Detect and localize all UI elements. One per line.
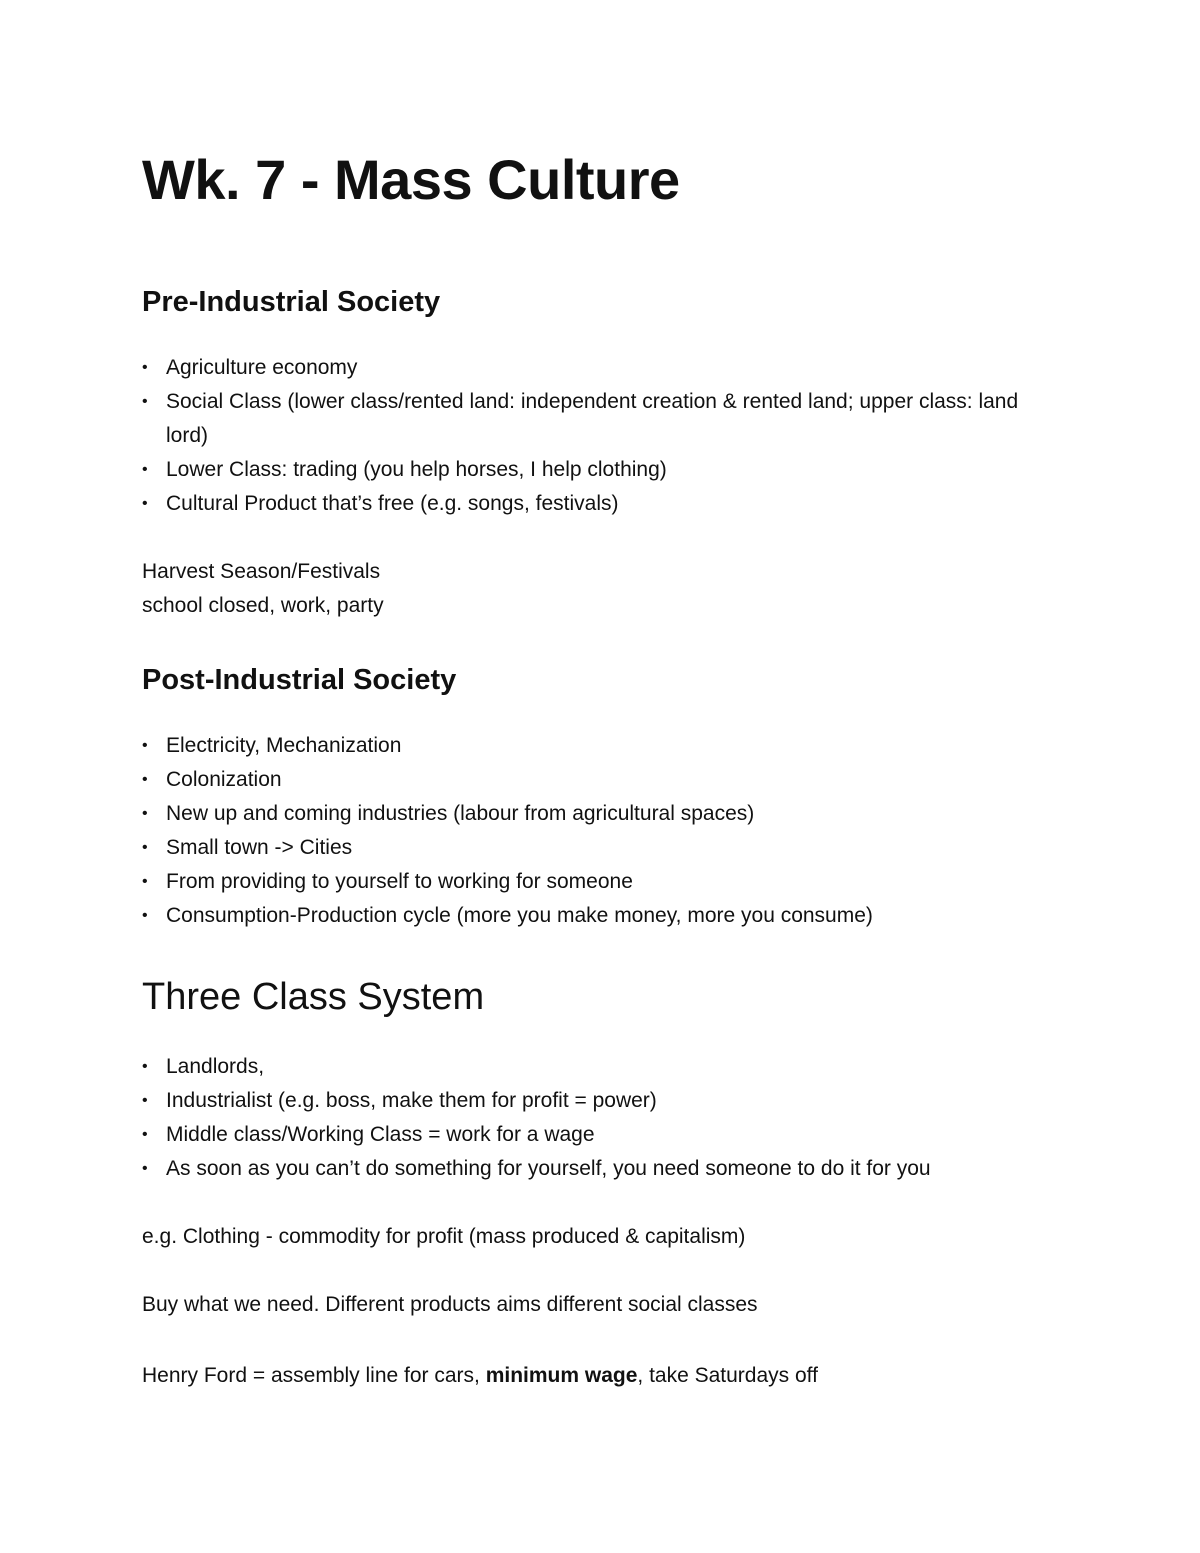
page-title: Wk. 7 - Mass Culture [142, 148, 680, 211]
list-pre-industrial [142, 351, 1042, 521]
list-item: • New up and coming industries (labour from agricultural spaces) [142, 797, 1042, 831]
list-item: • Small town -> Cities [142, 831, 1042, 865]
bullet-icon: • [142, 873, 148, 890]
list-item: • Agriculture economy [142, 351, 1042, 385]
note-henry-ford: Henry Ford = assembly line for cars, minimum wage, take Saturdays off [142, 1364, 818, 1387]
list-item: • From providing to yourself to working for someone [142, 865, 1042, 899]
heading-pre-industrial: Pre-Industrial Society [142, 286, 441, 318]
list-item: • Middle class/Working Class = work for a wage [142, 1118, 1042, 1152]
list-item: • Electricity, Mechanization [142, 729, 1042, 763]
list-item: • Lower Class: trading (you help horses, I help clothing) [142, 453, 1042, 487]
heading-three-class: Three Class System [142, 976, 485, 1018]
list-post-industrial [142, 729, 1042, 933]
list-three-class [142, 1050, 1042, 1186]
bullet-icon: • [142, 907, 148, 924]
list-item: • Colonization [142, 763, 1042, 797]
bullet-icon: • [142, 461, 148, 478]
bullet-icon: • [142, 771, 148, 788]
bullet-icon: • [142, 1092, 148, 1109]
list-item: • Landlords, [142, 1050, 1042, 1084]
list-item: • Cultural Product that’s free (e.g. songs, festivals) [142, 487, 1042, 521]
bullet-icon: • [142, 1126, 148, 1143]
example-clothing: e.g. Clothing - commodity for profit (mass produced & capitalism) [142, 1225, 746, 1248]
bullet-icon: • [142, 805, 148, 822]
bullet-icon: • [142, 1058, 148, 1075]
bullet-icon: • [142, 839, 148, 856]
emphasis-minimum-wage: minimum wage [485, 1364, 638, 1387]
bullet-icon: • [142, 495, 148, 512]
note-buy: Buy what we need. Different products aims different social classes [142, 1293, 758, 1316]
list-item: • Consumption-Production cycle (more you make money, more you consume) [142, 899, 1042, 933]
bullet-icon: • [142, 1160, 148, 1177]
list-item: • As soon as you can’t do something for yourself, you need someone to do it for you [142, 1152, 1042, 1186]
heading-post-industrial: Post-Industrial Society [142, 664, 457, 696]
note-harvest: Harvest Season/Festivals [142, 560, 381, 583]
note-school: school closed, work, party [142, 594, 384, 617]
bullet-icon: • [142, 737, 148, 754]
bullet-icon: • [142, 359, 148, 376]
list-item: • Industrialist (e.g. boss, make them for profit = power) [142, 1084, 1042, 1118]
list-item: • Social Class (lower class/rented land: independent creation & rented land; upper class: land lord) [142, 385, 1042, 453]
bullet-icon: • [142, 393, 148, 410]
